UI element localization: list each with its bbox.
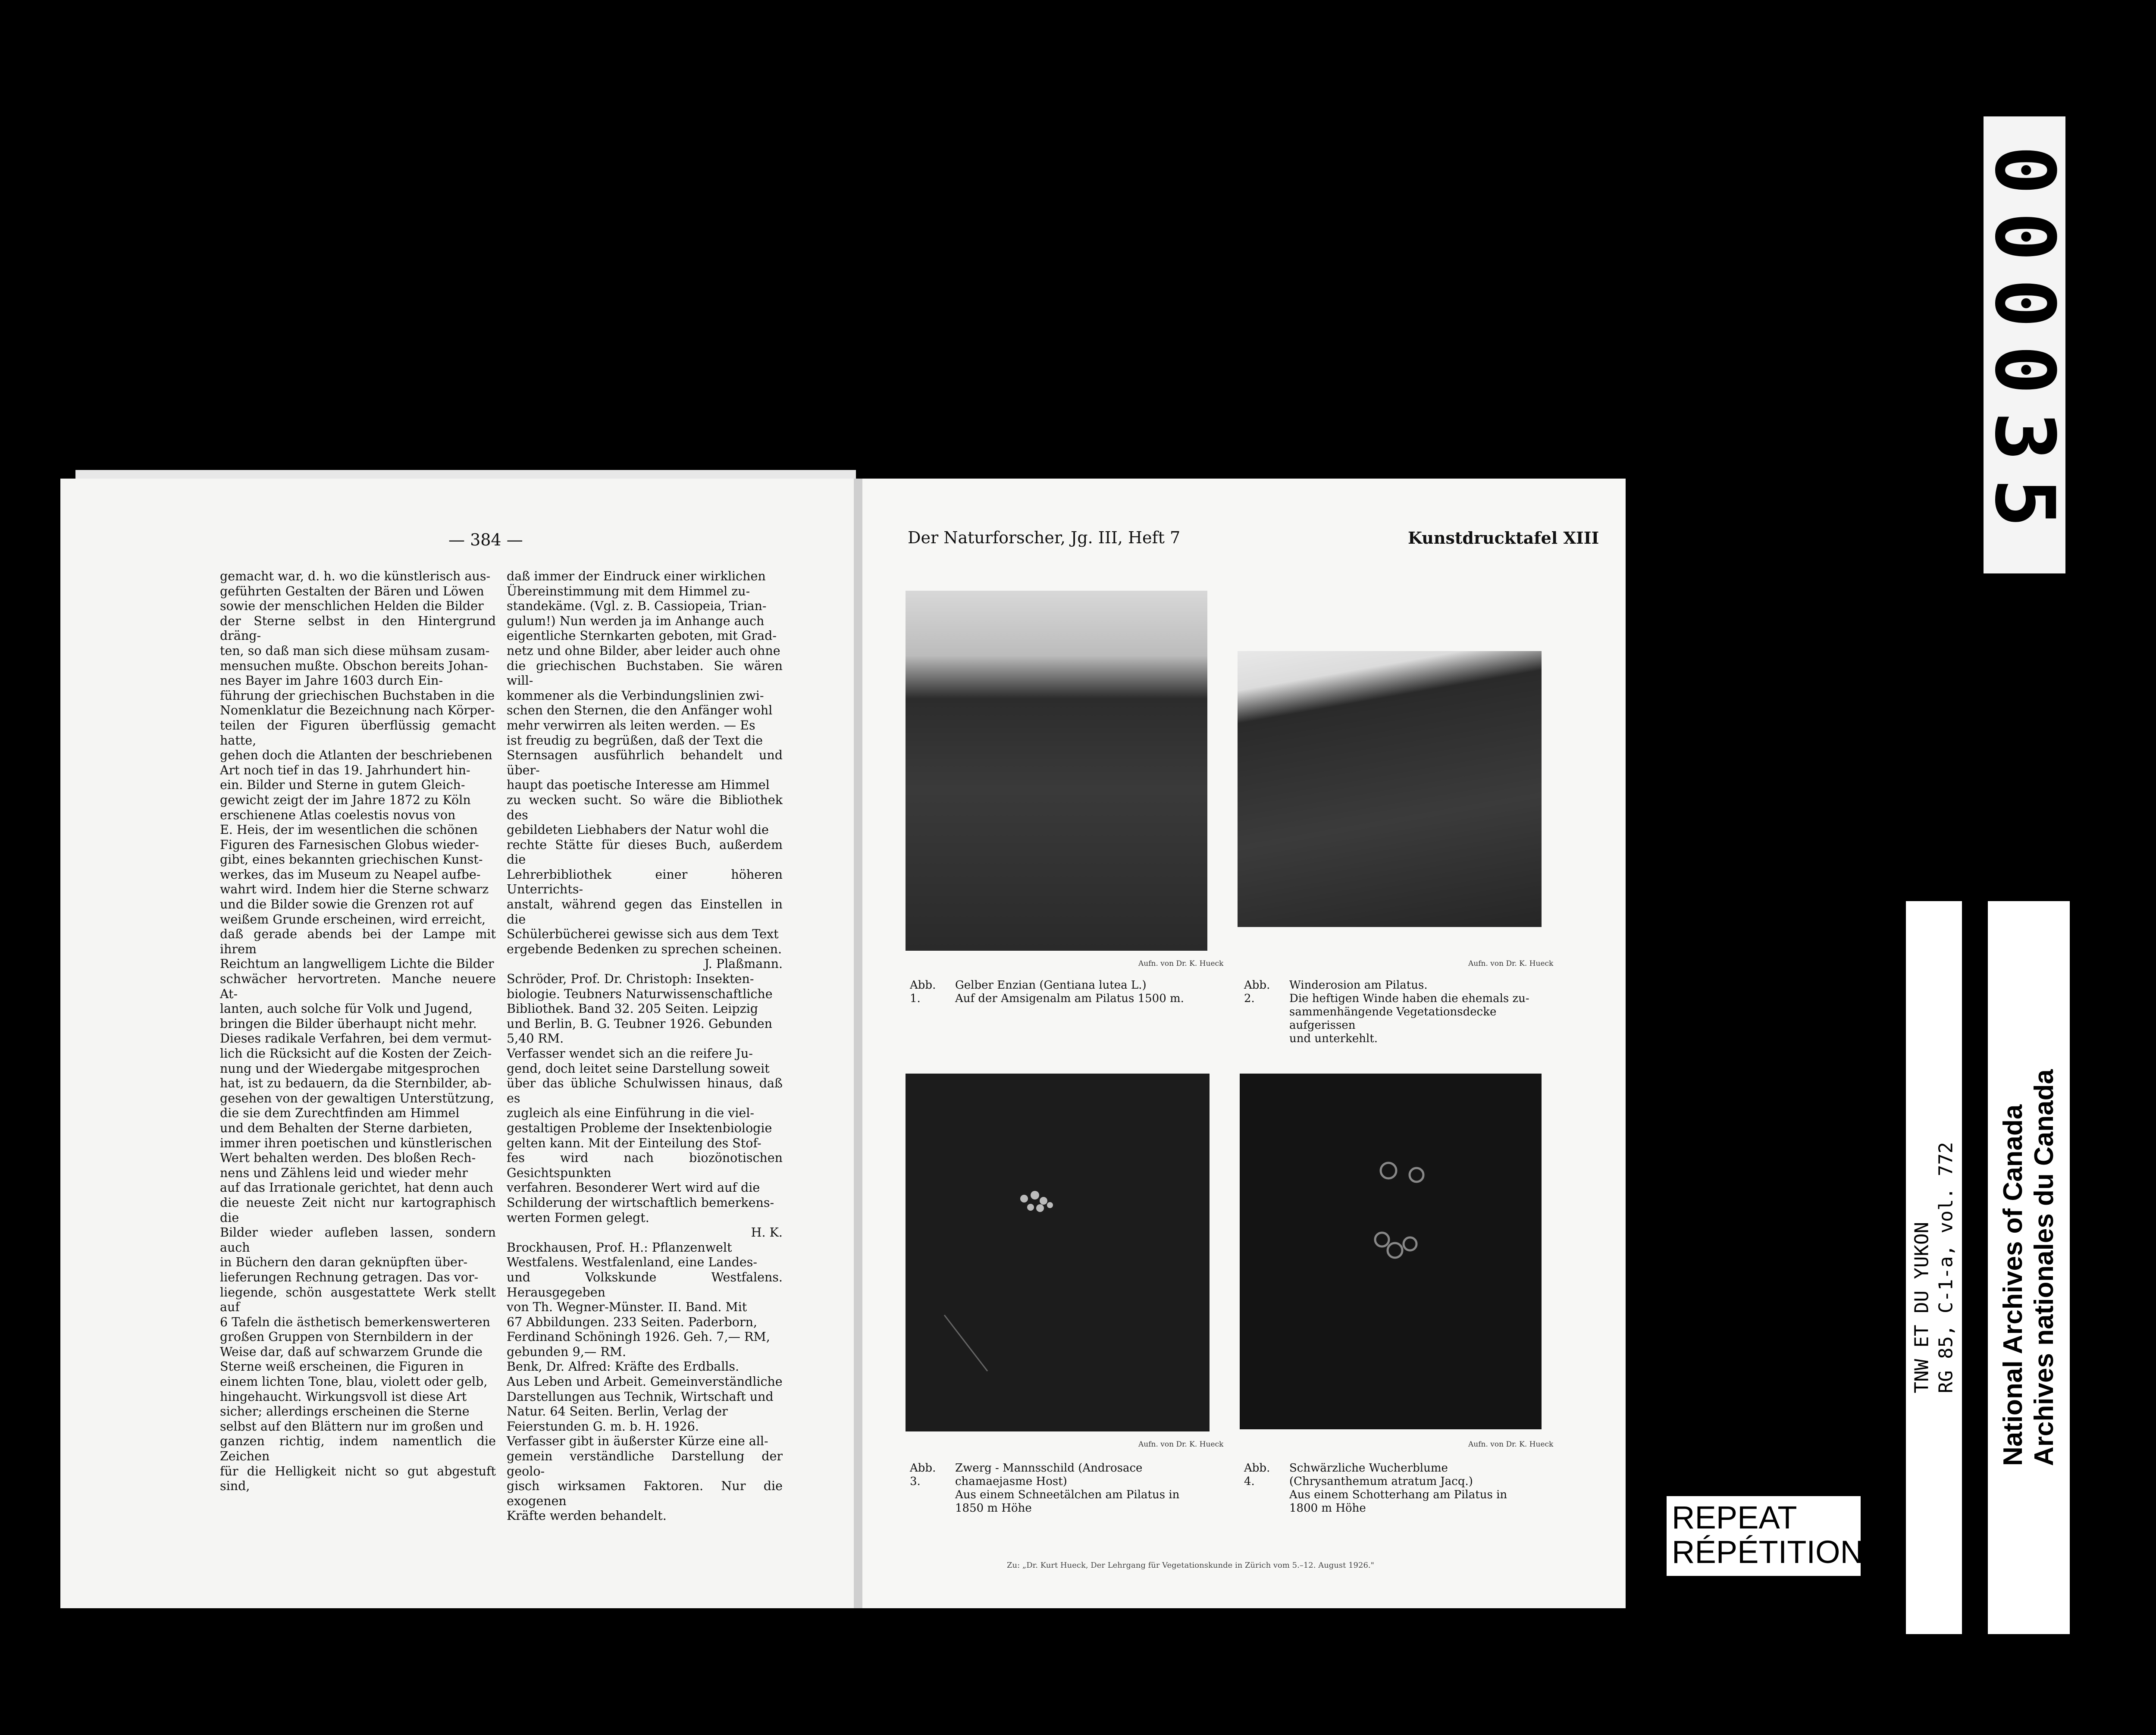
photo-credit-3: Aufn. von Dr. K. Hueck (1138, 1440, 1224, 1449)
text-line: kommener als die Verbindungslinien zwi- (507, 688, 764, 703)
text-line: gemein verständliche Darstellung der geolo- (507, 1449, 783, 1478)
text-line: werten Formen gelegt. (507, 1210, 649, 1225)
text-line: Reichtum an langwelligem Lichte die Bilder (220, 957, 494, 971)
frame-number-strip (1977, 116, 2072, 573)
caption-line: 1850 m Höhe (955, 1502, 1032, 1515)
text-line: H. K. (751, 1225, 783, 1240)
reference-line-1: NWT AND YUKON BRANCH (1887, 1165, 1909, 1394)
text-line: wahrt wird. Indem hier die Sterne schwarz (220, 882, 489, 897)
text-line: ein. Bilder und Sterne in gutem Gleich- (220, 778, 465, 792)
caption-line: Auf der Amsigenalm am Pilatus 1500 m. (955, 992, 1184, 1005)
text-line: gesehen von der gewaltigen Unterstützung, (220, 1091, 494, 1106)
caption-line: sammenhängende Vegetationsdecke aufgerissen (1289, 1005, 1497, 1032)
text-line: teilen der Figuren überflüssig gemacht hatte, (220, 718, 496, 748)
text-line: Weise dar, daß auf schwarzem Grunde die (220, 1344, 483, 1359)
text-line: auf das Irrationale gerichtet, hat denn auch (220, 1181, 493, 1195)
text-line: gisch wirksamen Faktoren. Nur die exogenen (507, 1479, 783, 1508)
text-line: und Volkskunde Westfalens. Herausgegeben (507, 1270, 783, 1300)
text-line: gebildeten Liebhabers der Natur wohl die (507, 823, 769, 837)
text-line: Übereinstimmung mit dem Himmel zu- (507, 584, 750, 598)
repeat-label-fr: RÉPÉTITION (1672, 1534, 1864, 1570)
text-line: haupt das poetische Interesse am Himmel (507, 778, 770, 792)
text-line: und die Bilder sowie die Grenzen rot auf (220, 897, 473, 912)
journal-header: Der Naturforscher, Jg. III, Heft 7 (908, 528, 1181, 547)
text-column-right (507, 569, 783, 1524)
photo-androsace-detail (906, 1074, 1210, 1431)
text-line: sowie der menschlichen Helden die Bilder (220, 599, 484, 614)
text-line: Wert behalten werden. Des bloßen Rech- (220, 1151, 476, 1165)
caption-line: Gelber Enzian (Gentiana lutea L.) (955, 979, 1147, 992)
text-line: Schülerbücherei gewisse sich aus dem Text (507, 927, 779, 942)
text-line: ist freudig zu begrüßen, daß der Text die (507, 733, 763, 748)
text-line: Sternsagen ausführlich behandelt und über- (507, 748, 783, 777)
reference-line-4: File/dossier 5436 (1959, 1199, 1981, 1394)
frame-number: 000035 (1977, 145, 2072, 545)
text-line: Natur. 64 Seiten. Berlin, Verlag der (507, 1404, 728, 1419)
text-line: verfahren. Besonderer Wert wird auf die (507, 1181, 760, 1195)
text-line: Lehrerbibliothek einer höheren Unterrichts- (507, 867, 783, 897)
text-line: hat, ist zu bedauern, da die Sternbilder, ab- (220, 1076, 492, 1091)
text-line: gehen doch die Atlanten der beschriebenen (220, 748, 492, 763)
text-line: Bilder wieder aufleben lassen, sondern auch (220, 1225, 496, 1255)
photo-androsace (906, 1074, 1210, 1431)
text-line: und dem Behalten der Sterne darbieten, (220, 1121, 473, 1135)
photo-gentian (906, 591, 1207, 951)
photo-wind-erosion (1238, 651, 1542, 927)
text-line: über das übliche Schulwissen hinaus, daß es (507, 1076, 783, 1106)
photo-chrysanthemum-detail (1240, 1074, 1542, 1429)
text-line: zugleich als eine Einführung in die viel- (507, 1106, 754, 1121)
text-line: Ferdinand Schöningh 1926. Geh. 7,— RM, (507, 1330, 770, 1344)
text-line: gend, doch leitet seine Darstellung soweit (507, 1061, 770, 1076)
text-line: nens und Zählens leid und wieder mehr (220, 1165, 468, 1180)
text-line: Feierstunden G. m. b. H. 1926. (507, 1419, 699, 1434)
text-line: gestaltigen Probleme der Insektenbiologie (507, 1121, 772, 1135)
text-line: gulum!) Nun werden ja im Anhange auch (507, 614, 765, 628)
text-line: 5,40 RM. (507, 1031, 564, 1046)
text-line: Verfasser gibt in äußerster Kürze eine all- (507, 1434, 768, 1449)
text-line: Schröder, Prof. Dr. Christoph: Insekten- (507, 972, 754, 987)
figure-number: Abb. 1. (910, 979, 936, 1005)
text-line: und Berlin, B. G. Teubner 1926. Gebunden (507, 1016, 772, 1031)
text-line: daß immer der Eindruck einer wirklichen (507, 569, 766, 583)
text-line: Bibliothek. Band 32. 205 Seiten. Leipzig (507, 1002, 758, 1016)
text-line: die neueste Zeit nicht nur kartographisch die (220, 1195, 496, 1225)
repeat-label-en: REPEAT (1672, 1500, 1797, 1535)
text-line: schen den Sternen, die den Anfänger wohl (507, 703, 773, 718)
plate-footnote: Zu: „Dr. Kurt Hueck, Der Lehrgang für Vegetationskunde in Zürich vom 5.–12. August 1926." (1007, 1561, 1374, 1570)
text-line: netz und ohne Bilder, aber leider auch ohne (507, 643, 780, 658)
text-line: eigentliche Sternkarten geboten, mit Grad- (507, 629, 777, 643)
text-line: standekäme. (Vgl. z. B. Cassiopeia, Trian- (507, 599, 767, 614)
text-line: mensuchen mußte. Obschon bereits Johan- (220, 658, 488, 673)
text-line: Schilderung der wirtschaftlich bemerkens- (507, 1195, 774, 1210)
text-line: lanten, auch solche für Volk und Jugend, (220, 1002, 473, 1016)
text-line: gebunden 9,— RM. (507, 1344, 627, 1359)
text-line: Nomenklatur die Bezeichnung nach Körper- (220, 703, 495, 718)
plate-header: Kunstdrucktafel XIII (1408, 528, 1599, 548)
text-line: liegende, schön ausgestattete Werk stellt auf (220, 1285, 496, 1315)
text-line: der Sterne selbst in den Hintergrund dräng- (220, 614, 496, 643)
page-number: — 384 — (448, 530, 523, 549)
figure-number: Abb. 3. (910, 1462, 936, 1488)
text-column-left (220, 569, 496, 1494)
text-line: anstalt, während gegen das Einstellen in die (507, 897, 783, 927)
text-line: geführten Gestalten der Bären und Löwen (220, 584, 484, 598)
caption-line: und unterkehlt. (1289, 1032, 1378, 1045)
text-line: bringen die Bilder überhaupt nicht mehr. (220, 1016, 477, 1031)
figure-number: Abb. 2. (1244, 979, 1270, 1005)
text-line: J. Plaßmann. (704, 957, 783, 971)
caption-line: Winderosion am Pilatus. (1289, 979, 1428, 992)
text-line: Benk, Dr. Alfred: Kräfte des Erdballs. (507, 1359, 740, 1374)
reference-line-3: RG 85, C-1-a, vol. 772 (1935, 1142, 1957, 1394)
caption-line: Aus einem Schotterhang am Pilatus in (1289, 1488, 1507, 1501)
text-line: biologie. Teubners Naturwissenschaftliche (507, 987, 773, 1001)
photo-credit-4: Aufn. von Dr. K. Hueck (1468, 1440, 1554, 1449)
text-line: zu wecken sucht. So wäre die Bibliothek des (507, 792, 783, 822)
text-line: die griechischen Buchstaben. Sie wären will- (507, 658, 783, 688)
photo-credit-1: Aufn. von Dr. K. Hueck (1138, 959, 1224, 968)
text-line: rechte Stätte für dieses Buch, außerdem die (507, 837, 783, 867)
text-line: nes Bayer im Jahre 1603 durch Ein- (220, 673, 443, 688)
text-line: die sie dem Zurechtfinden am Himmel (220, 1106, 460, 1121)
caption-line: Die heftigen Winde haben die ehemals zu- (1289, 992, 1529, 1005)
text-line: 67 Abbildungen. 233 Seiten. Paderborn, (507, 1315, 757, 1329)
text-line: für die Helligkeit nicht so gut abgestuft sind, (220, 1464, 496, 1494)
text-line: erschienene Atlas coelestis novus von (220, 808, 456, 822)
text-line: sicher; allerdings erscheinen die Sterne (220, 1404, 470, 1419)
text-line: werkes, das im Museum zu Neapel aufbe- (220, 867, 481, 882)
text-line: Art noch tief in das 19. Jahrhundert hin- (220, 763, 470, 777)
text-line: weißem Grunde erscheinen, wird erreicht, (220, 912, 486, 927)
archive-name-fr: Archives nationales du Canada (2029, 1069, 2059, 1466)
text-line: Westfalens. Westfalenland, eine Landes- (507, 1255, 758, 1270)
text-line: gewicht zeigt der im Jahre 1872 zu Köln (220, 792, 471, 807)
text-line: gemacht war, d. h. wo die künstlerisch aus- (220, 569, 491, 583)
archive-name-en: National Archives of Canada (1998, 1104, 2028, 1466)
text-line: Darstellungen aus Technik, Wirtschaft und (507, 1389, 774, 1404)
text-line: Aus Leben und Arbeit. Gemeinverständliche (507, 1375, 783, 1389)
text-line: schwächer hervortreten. Manche neuere At- (220, 972, 496, 1001)
text-line: großen Gruppen von Sternbildern in der (220, 1330, 473, 1344)
caption-line: Zwerg - Mannsschild (Androsace (955, 1462, 1143, 1475)
text-line: lich die Rücksicht auf die Kosten der Zeich- (220, 1046, 492, 1061)
caption-line: chamaejasme Host) (955, 1475, 1067, 1488)
text-line: ergebende Bedenken zu sprechen scheinen. (507, 942, 782, 956)
text-line: führung der griechischen Buchstaben in die (220, 688, 495, 703)
text-line: gelten kann. Mit der Einteilung des Stof- (507, 1136, 761, 1150)
caption-line: Aus einem Schneetälchen am Pilatus in (955, 1488, 1180, 1501)
text-line: Kräfte werden behandelt. (507, 1509, 667, 1523)
text-line: Brockhausen, Prof. H.: Pflanzenwelt (507, 1240, 732, 1255)
text-line: E. Heis, der im wesentlichen die schönen (220, 823, 478, 837)
text-line: lieferungen Rechnung getragen. Das vor- (220, 1270, 479, 1284)
text-line: von Th. Wegner-Münster. II. Band. Mit (507, 1300, 747, 1315)
text-line: Dieses radikale Verfahren, bei dem vermut- (220, 1031, 492, 1046)
text-line: gibt, eines bekannten griechischen Kunst- (220, 852, 483, 867)
text-line: immer ihren poetischen und künstlerischen (220, 1136, 492, 1150)
text-line: hingehaucht. Wirkungsvoll ist diese Art (220, 1389, 467, 1404)
figure-number: Abb. 4. (1244, 1462, 1270, 1488)
caption-line: (Chrysanthemum atratum Jacq.) (1289, 1475, 1473, 1488)
text-line: ganzen richtig, indem namentlich die Zeichen (220, 1434, 496, 1464)
text-line: in Büchern den daran geknüpften über- (220, 1255, 468, 1270)
reference-line-2: TNW ET DU YUKON (1911, 1222, 1933, 1394)
text-line: einem lichten Tone, blau, violett oder gelb, (220, 1375, 488, 1389)
text-line: nung und der Wiedergabe mitgesprochen (220, 1061, 480, 1076)
repeat-stamp (1667, 1496, 1864, 1576)
archive-label-card (1988, 901, 2070, 1634)
caption-line: 1800 m Höhe (1289, 1502, 1366, 1515)
text-line: ten, so daß man sich diese mühsam zusam- (220, 643, 490, 658)
photo-chrysanthemum (1240, 1074, 1542, 1429)
text-line: 6 Tafeln die ästhetisch bemerkenswerteren (220, 1315, 490, 1329)
text-line: Verfasser wendet sich an die reifere Ju- (507, 1046, 753, 1061)
text-line: selbst auf den Blättern nur im großen und (220, 1419, 484, 1434)
text-line: fes wird nach biozönotischen Gesichtspunkten (507, 1151, 783, 1180)
text-line: Sterne weiß erscheinen, die Figuren in (220, 1359, 464, 1374)
text-line: daß gerade abends bei der Lampe mit ihrem (220, 927, 496, 956)
text-line: mehr verwirren als leiten werden. — Es (507, 718, 755, 733)
caption-line: Schwärzliche Wucherblume (1289, 1462, 1448, 1475)
photo-credit-2: Aufn. von Dr. K. Hueck (1468, 959, 1554, 968)
reference-label-card (1887, 901, 1981, 1634)
text-line: Figuren des Farnesischen Globus wieder- (220, 837, 479, 852)
